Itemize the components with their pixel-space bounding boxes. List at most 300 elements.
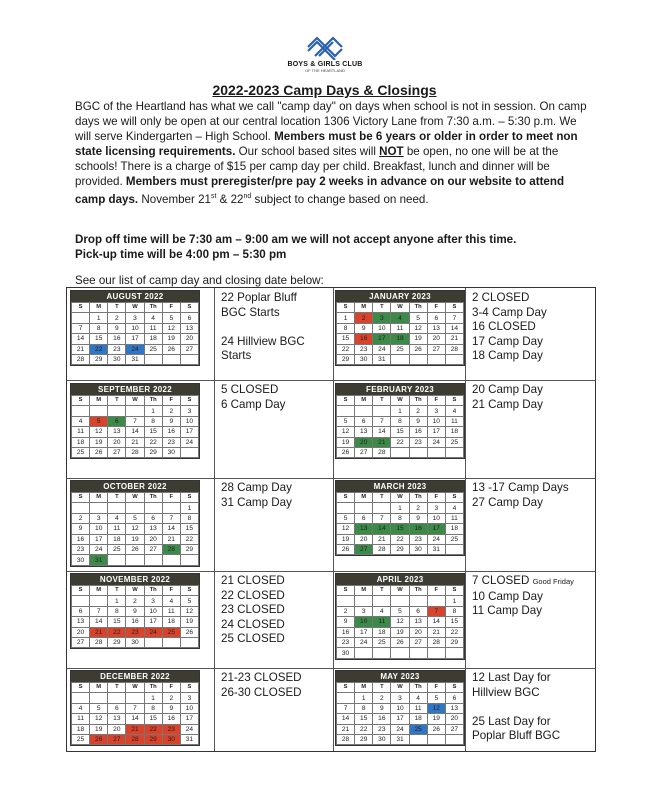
day-cell: 14: [90, 617, 108, 627]
day-cell: 4: [162, 596, 180, 606]
day-cell: 19: [337, 437, 355, 447]
day-cell: 1: [90, 313, 108, 323]
intro-superscript: st: [210, 193, 217, 200]
day-cell: 4: [72, 416, 90, 426]
note-line: 21 Camp Day: [472, 397, 543, 411]
day-cell: 2: [409, 406, 427, 416]
day-cell: [108, 406, 126, 416]
day-cell: 13: [355, 427, 373, 437]
day-cell: 30: [337, 648, 355, 658]
week-row: [337, 724, 464, 734]
day-cell: 11: [72, 714, 90, 724]
weekday-header: S: [445, 396, 463, 406]
day-cell: 18: [108, 534, 126, 544]
day-cell: 1: [337, 313, 355, 323]
day-cell: 5: [337, 416, 355, 426]
day-cell: 21: [162, 534, 180, 544]
day-cell: 6: [355, 513, 373, 523]
day-cell: 9: [373, 703, 391, 713]
day-cell: 6: [72, 606, 90, 616]
intro-text: subject to change based on need.: [251, 192, 429, 206]
day-cell: 24: [427, 534, 445, 544]
good-friday-label: Good Friday: [532, 577, 574, 586]
day-cell: 12: [337, 524, 355, 534]
day-cell: 18: [72, 437, 90, 447]
day-cell: 8: [391, 513, 409, 523]
day-cell: 14: [162, 524, 180, 534]
day-cell: 12: [90, 427, 108, 437]
note-spacer: [472, 700, 560, 715]
weekday-header: W: [126, 586, 144, 596]
day-cell: 19: [337, 534, 355, 544]
week-row: [337, 513, 464, 523]
month-table: [336, 302, 464, 365]
day-cell: 31: [391, 734, 409, 744]
day-cell: 28: [373, 447, 391, 457]
day-cell: 1: [391, 406, 409, 416]
day-cell: 19: [180, 617, 198, 627]
day-cell: [427, 734, 445, 744]
week-row: [72, 724, 199, 734]
day-cell: 25: [409, 724, 427, 734]
weekday-header: T: [108, 303, 126, 313]
day-cell: 7: [162, 513, 180, 523]
day-cell: 21: [72, 344, 90, 354]
weekday-header: Th: [144, 493, 162, 503]
day-cell: [108, 503, 126, 513]
month-table: [71, 395, 199, 458]
day-cell: 6: [355, 416, 373, 426]
day-cell: 26: [126, 544, 144, 554]
note-line: 26-30 CLOSED: [221, 685, 302, 699]
day-cell: 14: [445, 323, 463, 333]
weekday-header: F: [162, 683, 180, 693]
weekday-header: W: [391, 396, 409, 406]
day-cell: [391, 648, 409, 658]
weekday-header: F: [427, 683, 445, 693]
day-cell: [409, 734, 427, 744]
november-notes: [221, 574, 285, 647]
day-cell: 30: [355, 354, 373, 364]
weekday-header: M: [90, 586, 108, 596]
day-cell: 10: [391, 703, 409, 713]
day-cell: [162, 555, 180, 565]
day-cell: [72, 596, 90, 606]
day-cell: 15: [445, 617, 463, 627]
day-cell: 8: [144, 416, 162, 426]
day-cell: 27: [355, 447, 373, 457]
day-cell: 23: [108, 344, 126, 354]
weekday-header: S: [445, 303, 463, 313]
column-divider: [465, 288, 466, 751]
week-row: [72, 534, 199, 544]
weekday-header: S: [72, 683, 90, 693]
day-cell: 19: [409, 334, 427, 344]
day-cell: 14: [72, 334, 90, 344]
day-cell: 25: [391, 344, 409, 354]
day-cell: [409, 648, 427, 658]
day-cell: 24: [90, 544, 108, 554]
day-cell: 26: [427, 724, 445, 734]
note-line: 11 Camp Day: [472, 604, 543, 618]
day-cell: 16: [162, 427, 180, 437]
day-cell: 4: [108, 513, 126, 523]
day-cell: [90, 503, 108, 513]
august-notes: [221, 291, 305, 364]
day-cell: 2: [126, 596, 144, 606]
week-row: [337, 693, 464, 703]
day-cell: 12: [126, 524, 144, 534]
week-row: [72, 437, 199, 447]
month-table: [71, 585, 199, 648]
day-cell: 3: [427, 406, 445, 416]
weekday-header: F: [162, 493, 180, 503]
day-cell: 23: [162, 437, 180, 447]
day-cell: 6: [180, 313, 198, 323]
note-line: 16 CLOSED: [472, 320, 536, 334]
day-cell: 13: [427, 323, 445, 333]
week-row: [337, 447, 464, 457]
day-cell: 23: [355, 344, 373, 354]
day-cell: 3: [373, 313, 391, 323]
weekday-header: F: [162, 586, 180, 596]
weekday-header: W: [126, 303, 144, 313]
day-cell: 29: [144, 447, 162, 457]
day-cell: 5: [90, 416, 108, 426]
day-cell: [373, 596, 391, 606]
day-cell: 20: [180, 334, 198, 344]
day-cell: [144, 354, 162, 364]
day-cell: 23: [162, 724, 180, 734]
day-cell: 23: [409, 534, 427, 544]
day-cell: 10: [144, 606, 162, 616]
day-cell: 22: [391, 534, 409, 544]
week-row: [72, 596, 199, 606]
day-cell: 31: [427, 544, 445, 554]
day-cell: 19: [391, 627, 409, 637]
see-list-caption: See our list of camp day and closing date below:: [75, 274, 324, 287]
weekday-header: Th: [144, 396, 162, 406]
intro-text: BGC of the Heartland has what we call "camp day" on days when school is not in session. On camp days we will only be open at our central location 1306 Victory Lane from 7:30 a.m. – 5:30 p.m. We will serve Kindergarten – High School.: [75, 100, 587, 143]
note-line: Starts: [221, 349, 252, 363]
october-notes: [221, 481, 292, 510]
day-cell: 20: [72, 627, 90, 637]
note-line: 23 CLOSED: [221, 603, 285, 617]
note-line: 28 Camp Day: [221, 481, 292, 494]
day-cell: 25: [144, 344, 162, 354]
day-cell: [162, 503, 180, 513]
month-table: [71, 682, 199, 745]
day-cell: 26: [162, 344, 180, 354]
day-cell: 24: [391, 724, 409, 734]
weekday-header: Th: [409, 303, 427, 313]
day-cell: 29: [90, 354, 108, 364]
grid-row: [67, 380, 595, 381]
day-cell: 8: [445, 606, 463, 616]
day-cell: [427, 354, 445, 364]
day-cell: 20: [355, 534, 373, 544]
day-cell: 19: [126, 534, 144, 544]
day-cell: 9: [162, 703, 180, 713]
week-row: [72, 416, 199, 426]
week-row: [72, 354, 199, 364]
day-cell: 30: [108, 354, 126, 364]
pickup-time: Pick-up time will be 4:00 pm – 5:30 pm: [75, 248, 287, 261]
day-cell: [445, 544, 463, 554]
day-cell: 17: [90, 534, 108, 544]
day-cell: 28: [373, 544, 391, 554]
day-cell: [337, 406, 355, 416]
day-cell: 16: [409, 427, 427, 437]
week-row: [72, 503, 199, 513]
day-cell: 8: [355, 703, 373, 713]
day-cell: 2: [72, 513, 90, 523]
day-cell: 5: [427, 693, 445, 703]
day-cell: 18: [144, 334, 162, 344]
week-row: [337, 617, 464, 627]
week-row: [72, 714, 199, 724]
day-cell: 26: [337, 447, 355, 457]
day-cell: 7: [373, 513, 391, 523]
day-cell: 19: [162, 334, 180, 344]
day-cell: [72, 406, 90, 416]
day-cell: 27: [72, 637, 90, 647]
day-cell: 5: [180, 596, 198, 606]
intro-preregister: Members must preregister/pre pay 2 weeks in advance on our website to attend camp days.: [75, 175, 565, 206]
day-cell: 27: [144, 544, 162, 554]
intro-text: be open, no one will be at the schools! There is a charge of $15 per camp day per child. Breakfast, lunch and dinner will be provided.: [75, 145, 559, 188]
month-table: [336, 492, 464, 555]
day-cell: 28: [162, 544, 180, 554]
day-cell: 13: [108, 714, 126, 724]
week-row: [72, 524, 199, 534]
day-cell: 22: [337, 344, 355, 354]
day-cell: [144, 637, 162, 647]
day-cell: 20: [108, 724, 126, 734]
weekday-header: S: [337, 493, 355, 503]
day-cell: 9: [108, 323, 126, 333]
week-row: [337, 313, 464, 323]
day-cell: [445, 734, 463, 744]
calendar-month: [70, 290, 200, 366]
day-cell: 15: [337, 334, 355, 344]
day-cell: 10: [90, 524, 108, 534]
day-cell: 27: [108, 447, 126, 457]
weekday-header: T: [373, 303, 391, 313]
weekday-header: M: [355, 586, 373, 596]
weekday-header: S: [445, 683, 463, 693]
week-row: [337, 627, 464, 637]
day-cell: 18: [373, 627, 391, 637]
weekday-header: Th: [409, 683, 427, 693]
weekday-header: S: [337, 396, 355, 406]
day-cell: 4: [144, 313, 162, 323]
day-cell: [90, 693, 108, 703]
day-cell: 28: [90, 637, 108, 647]
day-cell: 16: [72, 534, 90, 544]
day-cell: 15: [355, 714, 373, 724]
weekday-header: M: [355, 493, 373, 503]
day-cell: 16: [108, 334, 126, 344]
day-cell: 6: [427, 313, 445, 323]
day-cell: 20: [144, 534, 162, 544]
day-cell: [409, 596, 427, 606]
day-cell: 28: [337, 734, 355, 744]
week-row: [337, 637, 464, 647]
day-cell: 20: [409, 627, 427, 637]
column-divider: [214, 288, 215, 751]
calendar-month: [335, 480, 465, 556]
note-line: 21 CLOSED: [221, 574, 285, 587]
day-cell: 27: [445, 724, 463, 734]
day-cell: 4: [445, 406, 463, 416]
weekday-header: S: [337, 586, 355, 596]
day-cell: [391, 596, 409, 606]
week-row: [72, 637, 199, 647]
note-line: 17 Camp Day: [472, 334, 543, 348]
weekday-header: W: [391, 586, 409, 596]
month-table: [336, 585, 464, 659]
day-cell: 7: [72, 323, 90, 333]
day-cell: 24: [126, 344, 144, 354]
day-cell: 28: [427, 637, 445, 647]
day-cell: 4: [72, 703, 90, 713]
day-cell: 22: [144, 724, 162, 734]
day-cell: 22: [391, 437, 409, 447]
day-cell: 11: [373, 617, 391, 627]
day-cell: 13: [72, 617, 90, 627]
day-cell: 2: [373, 693, 391, 703]
day-cell: 9: [409, 513, 427, 523]
day-cell: 24: [144, 627, 162, 637]
month-title: OCTOBER 2022: [71, 481, 199, 492]
day-cell: 17: [427, 524, 445, 534]
dropoff-time: Drop off time will be 7:30 am – 9:00 am we will not accept anyone after this time.: [75, 233, 517, 246]
note-line: 3-4 Camp Day: [472, 305, 547, 319]
day-cell: 14: [373, 524, 391, 534]
day-cell: 3: [90, 513, 108, 523]
month-title: MAY 2023: [336, 671, 464, 682]
day-cell: 23: [126, 627, 144, 637]
day-cell: 3: [126, 313, 144, 323]
day-cell: 15: [108, 617, 126, 627]
day-cell: 30: [72, 555, 90, 565]
day-cell: 21: [445, 334, 463, 344]
weekday-header: S: [445, 493, 463, 503]
weekday-header: Th: [409, 396, 427, 406]
note-text: 7 CLOSED: [472, 574, 530, 587]
day-cell: 23: [337, 637, 355, 647]
day-cell: [427, 447, 445, 457]
weekday-header: M: [355, 396, 373, 406]
week-row: [337, 437, 464, 447]
day-cell: 9: [337, 617, 355, 627]
day-cell: 26: [180, 627, 198, 637]
day-cell: 25: [108, 544, 126, 554]
day-cell: 26: [90, 447, 108, 457]
day-cell: 13: [108, 427, 126, 437]
day-cell: [409, 354, 427, 364]
week-row: [72, 734, 199, 744]
day-cell: 8: [144, 703, 162, 713]
month-table: [71, 492, 199, 566]
day-cell: 19: [427, 714, 445, 724]
day-cell: 3: [355, 606, 373, 616]
weekday-header: W: [126, 493, 144, 503]
note-line: Poplar Bluff BGC: [472, 729, 561, 743]
club-logo: [280, 34, 370, 73]
day-cell: [373, 406, 391, 416]
day-cell: 6: [108, 703, 126, 713]
day-cell: 7: [445, 313, 463, 323]
day-cell: 6: [144, 513, 162, 523]
day-cell: 16: [355, 334, 373, 344]
note-spacer: [221, 320, 305, 335]
february-notes: [472, 383, 543, 412]
day-cell: 30: [373, 734, 391, 744]
day-cell: [126, 503, 144, 513]
day-cell: 28: [126, 447, 144, 457]
day-cell: 26: [337, 544, 355, 554]
day-cell: [126, 693, 144, 703]
day-cell: 18: [409, 714, 427, 724]
day-cell: 27: [108, 734, 126, 744]
day-cell: 25: [373, 637, 391, 647]
day-cell: 7: [90, 606, 108, 616]
column-divider: [333, 288, 334, 751]
day-cell: 9: [162, 416, 180, 426]
day-cell: 16: [162, 714, 180, 724]
day-cell: 21: [373, 534, 391, 544]
day-cell: 18: [162, 617, 180, 627]
note-line: 13 -17 Camp Days: [472, 481, 569, 494]
day-cell: 18: [72, 724, 90, 734]
day-cell: 29: [144, 734, 162, 744]
day-cell: [108, 693, 126, 703]
day-cell: 11: [391, 323, 409, 333]
note-line: 22 Poplar Bluff: [221, 291, 297, 304]
day-cell: 17: [126, 334, 144, 344]
weekday-header: T: [108, 683, 126, 693]
day-cell: 10: [427, 513, 445, 523]
day-cell: 12: [180, 606, 198, 616]
day-cell: 1: [108, 596, 126, 606]
day-cell: 26: [90, 734, 108, 744]
day-cell: [445, 447, 463, 457]
calendar-month: [335, 573, 465, 660]
weekday-header: W: [391, 303, 409, 313]
weekday-header: M: [90, 683, 108, 693]
weekday-header: W: [126, 396, 144, 406]
day-cell: 31: [180, 734, 198, 744]
week-row: [72, 313, 199, 323]
weekday-header: S: [72, 493, 90, 503]
note-line: 25 Last Day for: [472, 714, 551, 728]
day-cell: [162, 354, 180, 364]
week-row: [72, 513, 199, 523]
day-cell: 24: [180, 724, 198, 734]
week-row: [72, 617, 199, 627]
day-cell: 4: [409, 693, 427, 703]
week-row: [337, 354, 464, 364]
month-title: FEBRUARY 2023: [336, 384, 464, 395]
week-row: [72, 555, 199, 565]
month-title: DECEMBER 2022: [71, 671, 199, 682]
calendar-month: [335, 290, 465, 366]
day-cell: 5: [126, 513, 144, 523]
day-cell: 2: [337, 606, 355, 616]
note-line: 21-23 CLOSED: [221, 671, 302, 684]
